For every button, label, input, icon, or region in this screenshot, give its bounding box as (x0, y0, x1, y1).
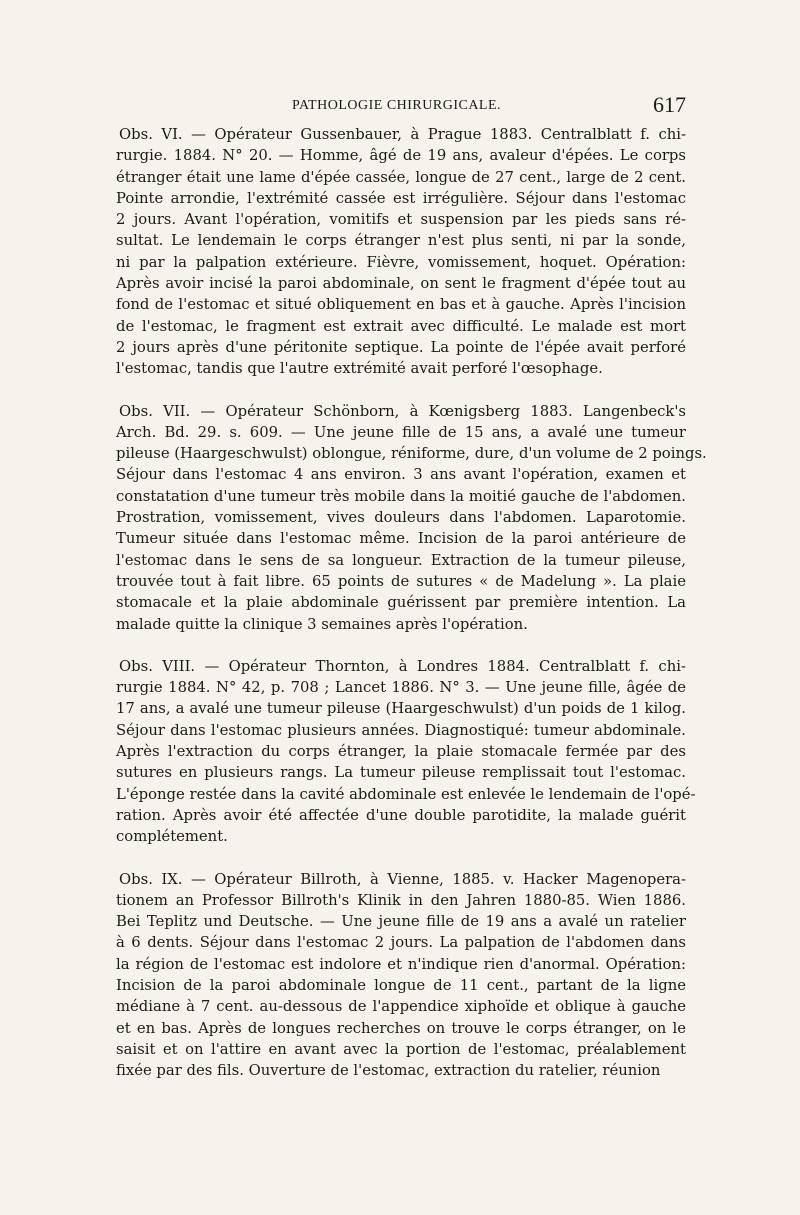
text-line: Après avoir incisé la paroi abdominale, on sent le fragment d'épée tout au (116, 275, 686, 293)
page-number: 617 (653, 92, 686, 117)
text-line: constatation d'une tumeur très mobile dans la moitié gauche de l'abdomen. (116, 487, 686, 505)
observation-vii (116, 401, 707, 635)
observation-ix (116, 869, 686, 1082)
text-line: de l'estomac, le fragment est extrait avec difficulté. Le malade est mort (116, 317, 686, 335)
text-line: stomacale et la plaie abdominale guérissent par première intention. La (116, 594, 686, 612)
text-line: Prostration, vomissement, vives douleurs dans l'abdomen. Laparotomie. (116, 509, 686, 527)
text-line: trouvée tout à fait libre. 65 points de sutures « de Madelung ». La plaie (116, 572, 686, 590)
observation-viii (116, 656, 696, 848)
text-line: 2 jours après d'une péritonite septique. La pointe de l'épée avait perforé (116, 338, 686, 356)
text-line: malade quitte la clinique 3 semaines après l'opération. (116, 615, 528, 633)
text-line: Séjour dans l'estomac plusieurs années. Diagnostiqué: tumeur abdominale. (116, 721, 686, 739)
text-line: rurgie 1884. N° 42, p. 708 ; Lancet 1886. N° 3. — Une jeune fille, âgée de (116, 679, 686, 697)
text-line: tionem an Professor Billroth's Klinik in den Jahren 1880-85. Wien 1886. (116, 891, 686, 909)
text-line: 17 ans, a avalé une tumeur pileuse (Haargeschwulst) d'un poids de 1 kilog. (116, 700, 686, 718)
text-line: 2 jours. Avant l'opération, vomitifs et suspension par les pieds sans ré- (116, 211, 686, 229)
text-line: médiane à 7 cent. au-dessous de l'appendice xiphoïde et oblique à gauche (116, 998, 686, 1016)
text-line: Après l'extraction du corps étranger, la plaie stomacale fermée par des (116, 743, 686, 761)
text-line: ni par la palpation extérieure. Fièvre, vomissement, hoquet. Opération: (116, 253, 686, 271)
running-head (116, 92, 686, 122)
text-line: fixée par des fils. Ouverture de l'estomac, extraction du ratelier, réunion (116, 1062, 661, 1080)
text-line: Obs. VIII. — Opérateur Thornton, à Londres 1884. Centralblatt f. chi- (119, 657, 686, 675)
text-line: l'estomac, tandis que l'autre extrémité avait perforé l'œsophage. (116, 360, 603, 378)
text-line: sutures en plusieurs rangs. La tumeur pileuse remplissait tout l'estomac. (116, 764, 686, 782)
text-line: sultat. Le lendemain le corps étranger n'est plus senti, ni par la sonde, (116, 232, 686, 250)
text-line: fond de l'estomac et situé obliquement en bas et à gauche. Après l'incision (116, 296, 686, 314)
text-line: à 6 dents. Séjour dans l'estomac 2 jours. La palpation de l'abdomen dans (116, 934, 686, 952)
text-line: Obs. VI. — Opérateur Gussenbauer, à Prague 1883. Centralblatt f. chi- (119, 126, 686, 143)
text-line: Séjour dans l'estomac 4 ans environ. 3 ans avant l'opération, examen et (116, 466, 686, 484)
text-line: Pointe arrondie, l'extrémité cassée est irrégulière. Séjour dans l'estomac (116, 189, 686, 207)
text-line: rurgie. 1884. N° 20. — Homme, âgé de 19 ans, avaleur d'épées. Le corps (116, 147, 686, 165)
text-line: Arch. Bd. 29. s. 609. — Une jeune fille de 15 ans, a avalé une tumeur (116, 423, 686, 441)
text-line: saisit et on l'attire en avant avec la portion de l'estomac, préalablement (116, 1040, 686, 1058)
text-line: complétement. (116, 828, 228, 846)
text-line: Obs. IX. — Opérateur Billroth, à Vienne, 1885. v. Hacker Magenopera- (119, 870, 686, 888)
text-line: Incision de la paroi abdominale longue de 11 cent., partant de la ligne (116, 976, 686, 994)
text-line: étranger était une lame d'épée cassée, longue de 27 cent., large de 2 cent. (116, 168, 686, 186)
text-line: et en bas. Après de longues recherches on trouve le corps étranger, on le (116, 1019, 686, 1037)
text-line: Tumeur située dans l'estomac même. Incision de la paroi antérieure de (116, 530, 686, 548)
text-line: Bei Teplitz und Deutsche. — Une jeune fille de 19 ans a avalé un ratelier (116, 913, 686, 931)
body-text (116, 124, 707, 1102)
observation-vi (116, 124, 686, 380)
text-line: ration. Après avoir été affectée d'une double parotidite, la malade guérit (116, 806, 686, 824)
running-title: PATHOLOGIE CHIRURGICALE. (292, 98, 502, 113)
text-line: pileuse (Haargeschwulst) oblongue, réniforme, dure, d'un volume de 2 poings. (116, 445, 707, 463)
text-line: l'estomac dans le sens de sa longueur. Extraction de la tumeur pileuse, (116, 551, 686, 569)
text-line: la région de l'estomac est indolore et n'indique rien d'anormal. Opération: (116, 955, 686, 973)
text-line: Obs. VII. — Opérateur Schönborn, à Kœnigsberg 1883. Langenbeck's (119, 402, 686, 420)
text-line: L'éponge restée dans la cavité abdominale est enlevée le lendemain de l'opé- (116, 785, 696, 803)
